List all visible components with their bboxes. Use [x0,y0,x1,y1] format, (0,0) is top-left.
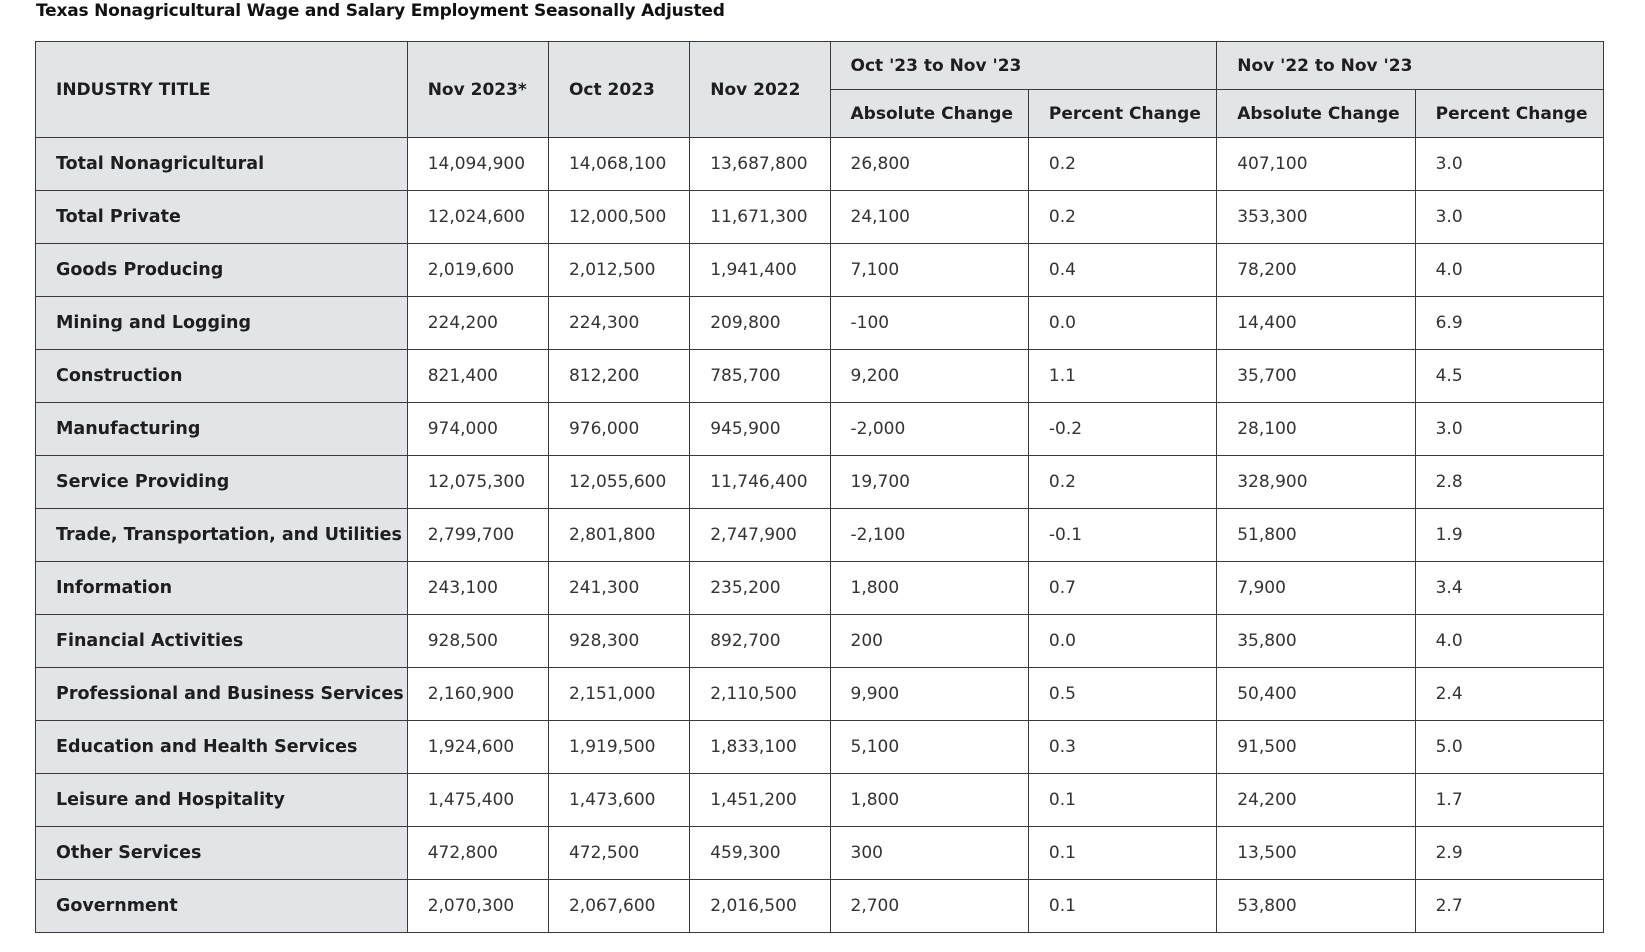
cell-nov-2023: 12,024,600 [407,191,548,244]
cell-nov-2023: 2,070,300 [407,880,548,933]
table-row [36,244,1604,297]
cell-nov-2022: 2,016,500 [690,880,830,933]
row-industry-title: Total Private [36,191,408,244]
cell-absolute-change-year: 28,100 [1217,403,1415,456]
cell-absolute-change-month: 7,100 [830,244,1028,297]
row-industry-title: Government [36,880,408,933]
cell-nov-2023: 2,019,600 [407,244,548,297]
cell-percent-change-year: 3.0 [1415,403,1603,456]
cell-percent-change-month: 0.2 [1028,191,1216,244]
cell-percent-change-year: 4.5 [1415,350,1603,403]
header-absolute-change-year: Absolute Change [1217,90,1415,138]
row-industry-title: Other Services [36,827,408,880]
cell-oct-2023: 2,801,800 [548,509,689,562]
cell-nov-2023: 243,100 [407,562,548,615]
cell-absolute-change-year: 14,400 [1217,297,1415,350]
cell-nov-2023: 472,800 [407,827,548,880]
cell-percent-change-year: 2.8 [1415,456,1603,509]
cell-nov-2023: 14,094,900 [407,138,548,191]
table-row [36,562,1604,615]
cell-nov-2022: 1,833,100 [690,721,830,774]
table-body [36,138,1604,933]
cell-percent-change-month: 0.2 [1028,456,1216,509]
cell-nov-2022: 235,200 [690,562,830,615]
cell-absolute-change-year: 7,900 [1217,562,1415,615]
table-row [36,668,1604,721]
cell-nov-2023: 2,799,700 [407,509,548,562]
row-industry-title: Professional and Business Services [36,668,408,721]
cell-nov-2023: 2,160,900 [407,668,548,721]
header-group-year-change: Nov '22 to Nov '23 [1217,42,1604,90]
cell-percent-change-month: 0.2 [1028,138,1216,191]
cell-percent-change-month: 0.0 [1028,615,1216,668]
cell-absolute-change-month: 24,100 [830,191,1028,244]
cell-absolute-change-year: 353,300 [1217,191,1415,244]
header-industry-title: INDUSTRY TITLE [36,42,408,138]
cell-percent-change-month: 0.1 [1028,880,1216,933]
cell-percent-change-year: 4.0 [1415,244,1603,297]
cell-percent-change-month: 0.7 [1028,562,1216,615]
cell-percent-change-month: 0.5 [1028,668,1216,721]
cell-absolute-change-month: 19,700 [830,456,1028,509]
table-row [36,509,1604,562]
table-row [36,191,1604,244]
cell-percent-change-month: 0.0 [1028,297,1216,350]
cell-absolute-change-month: 5,100 [830,721,1028,774]
cell-percent-change-month: 0.1 [1028,774,1216,827]
header-group-month-change: Oct '23 to Nov '23 [830,42,1217,90]
cell-oct-2023: 1,919,500 [548,721,689,774]
cell-percent-change-year: 4.0 [1415,615,1603,668]
cell-nov-2022: 11,746,400 [690,456,830,509]
cell-percent-change-month: 0.3 [1028,721,1216,774]
cell-nov-2023: 974,000 [407,403,548,456]
header-row-top [36,42,1604,90]
cell-absolute-change-month: -100 [830,297,1028,350]
cell-percent-change-month: -0.2 [1028,403,1216,456]
cell-percent-change-year: 3.0 [1415,138,1603,191]
cell-absolute-change-month: 9,200 [830,350,1028,403]
cell-percent-change-month: 0.4 [1028,244,1216,297]
row-industry-title: Service Providing [36,456,408,509]
cell-oct-2023: 2,067,600 [548,880,689,933]
cell-absolute-change-year: 91,500 [1217,721,1415,774]
cell-absolute-change-year: 407,100 [1217,138,1415,191]
row-industry-title: Goods Producing [36,244,408,297]
header-percent-change-year: Percent Change [1415,90,1603,138]
cell-percent-change-year: 1.7 [1415,774,1603,827]
cell-percent-change-year: 3.0 [1415,191,1603,244]
cell-nov-2022: 11,671,300 [690,191,830,244]
cell-percent-change-month: 0.1 [1028,827,1216,880]
cell-absolute-change-month: -2,000 [830,403,1028,456]
cell-nov-2022: 945,900 [690,403,830,456]
row-industry-title: Trade, Transportation, and Utilities [36,509,408,562]
cell-percent-change-year: 1.9 [1415,509,1603,562]
cell-oct-2023: 976,000 [548,403,689,456]
table-row [36,138,1604,191]
cell-absolute-change-year: 50,400 [1217,668,1415,721]
row-industry-title: Education and Health Services [36,721,408,774]
table-row [36,774,1604,827]
cell-nov-2023: 224,200 [407,297,548,350]
table-header [36,42,1604,138]
table-row [36,403,1604,456]
cell-absolute-change-month: 1,800 [830,562,1028,615]
row-industry-title: Construction [36,350,408,403]
cell-percent-change-year: 2.7 [1415,880,1603,933]
cell-percent-change-year: 2.4 [1415,668,1603,721]
header-oct-2023: Oct 2023 [548,42,689,138]
cell-absolute-change-year: 78,200 [1217,244,1415,297]
table-row [36,880,1604,933]
table-row [36,297,1604,350]
table-caption: Texas Nonagricultural Wage and Salary Employment Seasonally Adjusted [36,1,725,21]
cell-absolute-change-year: 35,800 [1217,615,1415,668]
cell-percent-change-month: -0.1 [1028,509,1216,562]
cell-absolute-change-month: -2,100 [830,509,1028,562]
row-industry-title: Mining and Logging [36,297,408,350]
cell-oct-2023: 928,300 [548,615,689,668]
cell-oct-2023: 2,151,000 [548,668,689,721]
cell-nov-2022: 209,800 [690,297,830,350]
cell-nov-2023: 12,075,300 [407,456,548,509]
cell-oct-2023: 241,300 [548,562,689,615]
cell-nov-2022: 2,747,900 [690,509,830,562]
cell-nov-2022: 459,300 [690,827,830,880]
header-nov-2022: Nov 2022 [690,42,830,138]
cell-oct-2023: 812,200 [548,350,689,403]
row-industry-title: Total Nonagricultural [36,138,408,191]
cell-oct-2023: 12,055,600 [548,456,689,509]
employment-table [35,41,1604,933]
table-row [36,721,1604,774]
row-industry-title: Leisure and Hospitality [36,774,408,827]
row-industry-title: Financial Activities [36,615,408,668]
cell-absolute-change-month: 300 [830,827,1028,880]
cell-percent-change-year: 2.9 [1415,827,1603,880]
cell-absolute-change-year: 24,200 [1217,774,1415,827]
row-industry-title: Information [36,562,408,615]
row-industry-title: Manufacturing [36,403,408,456]
cell-percent-change-year: 5.0 [1415,721,1603,774]
cell-absolute-change-month: 2,700 [830,880,1028,933]
cell-nov-2023: 928,500 [407,615,548,668]
table-row [36,456,1604,509]
cell-absolute-change-month: 1,800 [830,774,1028,827]
cell-nov-2022: 2,110,500 [690,668,830,721]
cell-nov-2023: 1,924,600 [407,721,548,774]
header-percent-change-month: Percent Change [1028,90,1216,138]
header-absolute-change-month: Absolute Change [830,90,1028,138]
cell-absolute-change-month: 26,800 [830,138,1028,191]
cell-oct-2023: 472,500 [548,827,689,880]
cell-absolute-change-year: 13,500 [1217,827,1415,880]
cell-oct-2023: 14,068,100 [548,138,689,191]
cell-nov-2023: 1,475,400 [407,774,548,827]
cell-nov-2022: 1,941,400 [690,244,830,297]
table-row [36,350,1604,403]
cell-nov-2023: 821,400 [407,350,548,403]
cell-oct-2023: 12,000,500 [548,191,689,244]
table-row [36,615,1604,668]
cell-nov-2022: 13,687,800 [690,138,830,191]
cell-absolute-change-year: 53,800 [1217,880,1415,933]
cell-percent-change-month: 1.1 [1028,350,1216,403]
cell-absolute-change-year: 328,900 [1217,456,1415,509]
cell-absolute-change-year: 51,800 [1217,509,1415,562]
cell-absolute-change-month: 9,900 [830,668,1028,721]
cell-nov-2022: 785,700 [690,350,830,403]
cell-oct-2023: 2,012,500 [548,244,689,297]
cell-percent-change-year: 3.4 [1415,562,1603,615]
cell-nov-2022: 892,700 [690,615,830,668]
cell-oct-2023: 224,300 [548,297,689,350]
table-row [36,827,1604,880]
cell-percent-change-year: 6.9 [1415,297,1603,350]
cell-absolute-change-month: 200 [830,615,1028,668]
cell-oct-2023: 1,473,600 [548,774,689,827]
cell-nov-2022: 1,451,200 [690,774,830,827]
cell-absolute-change-year: 35,700 [1217,350,1415,403]
header-nov-2023: Nov 2023* [407,42,548,138]
